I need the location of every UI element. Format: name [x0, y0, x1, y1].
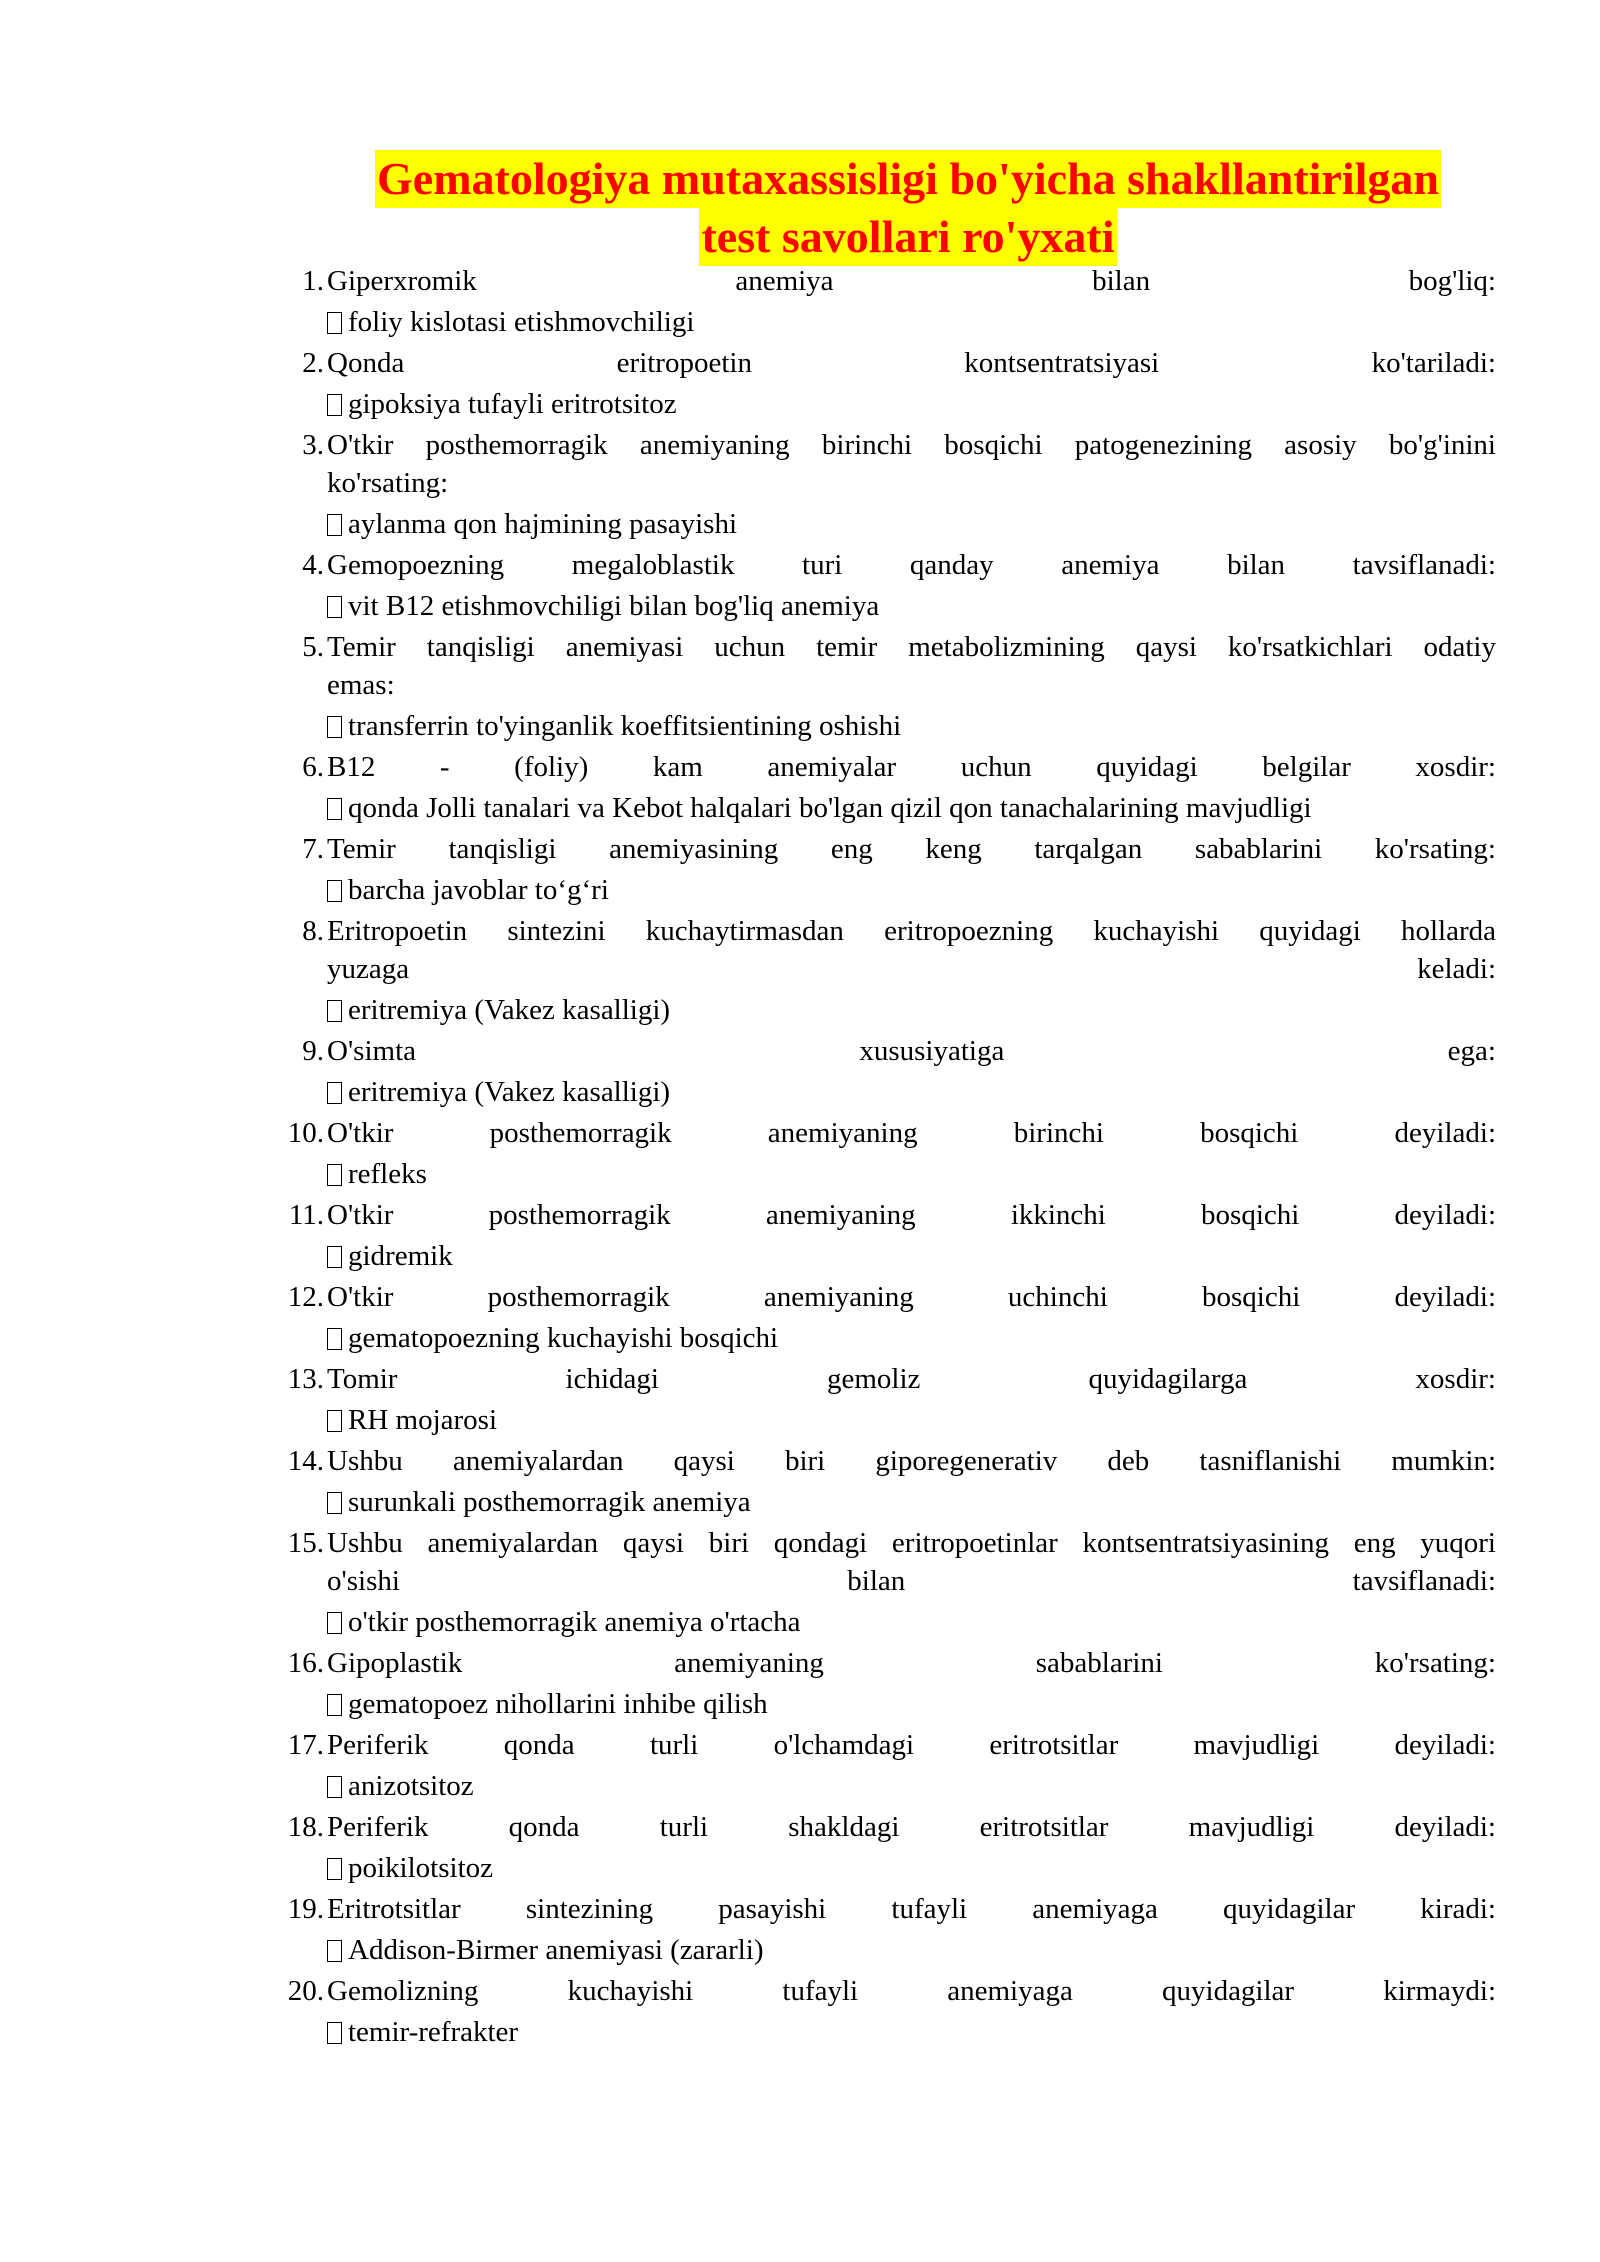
question-number: 3. — [302, 429, 324, 461]
question-text: O'tkir posthemorragik anemiyaning birinchi bosqichi deyiladi: — [327, 1117, 1496, 1149]
answer-row — [327, 1600, 1496, 1644]
question-number: 19. — [287, 1893, 324, 1925]
checkbox-icon — [327, 1082, 342, 1104]
question-text: Gemolizning kuchayishi tufayli anemiyaga quyidagilar kirmaydi: — [327, 1975, 1496, 2007]
question-text: Temir tanqisligi anemiyasining eng keng tarqalgan sabablarini ko'rsating: — [327, 833, 1496, 865]
question-text-continued: emas: — [327, 669, 395, 701]
question-text-continued: ko'rsating: — [327, 467, 449, 499]
question-text: Ushbu anemiyalardan qaysi biri qondagi eritropoetinlar kontsentratsiyasining eng yuqori — [327, 1527, 1496, 1559]
answer-text: gematopoezning kuchayishi bosqichi — [348, 1322, 779, 1354]
checkbox-icon — [327, 394, 342, 416]
question-item — [272, 1360, 1496, 1442]
question-number: 11. — [288, 1199, 324, 1231]
question-item — [272, 1644, 1496, 1726]
answer-text: gidremik — [348, 1240, 453, 1272]
answer-text: aylanma qon hajmining pasayishi — [348, 508, 738, 540]
question-text: Periferik qonda turli o'lchamdagi eritrotsitlar mavjudligi deyiladi: — [327, 1729, 1496, 1761]
question-text: Eritrotsitlar sintezining pasayishi tufayli anemiyaga quyidagilar kiradi: — [327, 1893, 1496, 1925]
question-number: 15. — [287, 1527, 324, 1559]
checkbox-icon — [327, 514, 342, 536]
question-text: Temir tanqisligi anemiyasi uchun temir metabolizmining qaysi ko'rsatkichlari odatiy — [327, 631, 1496, 663]
title-line-1: Gematologiya mutaxassisligi bo'yicha shakllantirilgan — [375, 150, 1441, 208]
question-text: O'simta xususiyatiga ega: — [327, 1035, 1496, 1067]
answer-text: surunkali posthemorragik anemiya — [348, 1486, 751, 1518]
question-item — [272, 426, 1496, 546]
checkbox-icon — [327, 880, 342, 902]
answer-text: gematopoez nihollarini inhibe qilish — [348, 1688, 768, 1720]
answer-text: foliy kislotasi etishmovchiligi — [348, 306, 695, 338]
question-item — [272, 1278, 1496, 1360]
question-number: 12. — [287, 1281, 324, 1313]
question-text: B12 - (foliy) kam anemiyalar uchun quyidagi belgilar xosdir: — [327, 751, 1496, 783]
question-item — [272, 1196, 1496, 1278]
question-text-continued: yuzaga keladi: — [327, 953, 1496, 985]
checkbox-icon — [327, 2022, 342, 2044]
checkbox-icon — [327, 596, 342, 618]
answer-row — [327, 988, 1496, 1032]
answer-text: gipoksiya tufayli eritrotsitoz — [348, 388, 677, 420]
question-item — [272, 546, 1496, 628]
question-item — [272, 1972, 1496, 2054]
question-text: Gemopoezning megaloblastik turi qanday anemiya bilan tavsiflanadi: — [327, 549, 1496, 581]
answer-text: RH mojarosi — [348, 1404, 498, 1436]
question-item — [272, 1726, 1496, 1808]
checkbox-icon — [327, 1940, 342, 1962]
answer-text: Addison-Birmer anemiyasi (zararli) — [348, 1934, 764, 1966]
question-text: Eritropoetin sintezini kuchaytirmasdan eritropoezning kuchayishi quyidagi hollarda — [327, 915, 1496, 947]
question-number: 1. — [302, 265, 324, 297]
answer-text: transferrin to'yinganlik koeffitsientining oshishi — [348, 710, 902, 742]
question-number: 18. — [287, 1811, 324, 1843]
checkbox-icon — [327, 1000, 342, 1022]
checkbox-icon — [327, 1858, 342, 1880]
answer-row — [327, 1928, 1496, 1972]
answer-row — [327, 502, 1496, 546]
checkbox-icon — [327, 1492, 342, 1514]
answer-row — [327, 1480, 1496, 1524]
question-item — [272, 262, 1496, 344]
question-item — [272, 830, 1496, 912]
answer-text: refleks — [348, 1158, 427, 1190]
answer-text: o'tkir posthemorragik anemiya o'rtacha — [348, 1606, 801, 1638]
answer-text: anizotsitoz — [348, 1770, 474, 1802]
question-text: Qonda eritropoetin kontsentratsiyasi ko'tariladi: — [327, 347, 1496, 379]
question-number: 17. — [287, 1729, 324, 1761]
question-text: O'tkir posthemorragik anemiyaning ikkinchi bosqichi deyiladi: — [327, 1199, 1496, 1231]
answer-row — [327, 786, 1496, 830]
question-item — [272, 912, 1496, 1032]
question-list — [272, 262, 1496, 2054]
question-item — [272, 344, 1496, 426]
question-item — [272, 1032, 1496, 1114]
question-number: 16. — [287, 1647, 324, 1679]
checkbox-icon — [327, 1410, 342, 1432]
answer-row — [327, 1682, 1496, 1726]
answer-row — [327, 1070, 1496, 1114]
answer-row — [327, 2010, 1496, 2054]
question-text: Gipoplastik anemiyaning sabablarini ko'rsating: — [327, 1647, 1496, 1679]
answer-row — [327, 1316, 1496, 1360]
checkbox-icon — [327, 1246, 342, 1268]
question-text: Periferik qonda turli shakldagi eritrotsitlar mavjudligi deyiladi: — [327, 1811, 1496, 1843]
answer-text: eritremiya (Vakez kasalligi) — [348, 994, 671, 1026]
question-text: Tomir ichidagi gemoliz quyidagilarga xosdir: — [327, 1363, 1496, 1395]
question-number: 7. — [302, 833, 324, 865]
question-item — [272, 1890, 1496, 1972]
title-line-2: test savollari ro'yxati — [699, 208, 1116, 266]
question-item — [272, 748, 1496, 830]
checkbox-icon — [327, 1612, 342, 1634]
checkbox-icon — [327, 716, 342, 738]
question-text: O'tkir posthemorragik anemiyaning birinchi bosqichi patogenezining asosiy bo'g'inini — [327, 429, 1496, 461]
answer-row — [327, 704, 1496, 748]
question-number: 9. — [302, 1035, 324, 1067]
question-number: 8. — [302, 915, 324, 947]
answer-text: temir-refrakter — [348, 2016, 519, 2048]
answer-text: vit B12 etishmovchiligi bilan bog'liq anemiya — [348, 590, 880, 622]
question-text-continued: o'sishi bilan tavsiflanadi: — [327, 1565, 1496, 1597]
question-number: 13. — [287, 1363, 324, 1395]
answer-text: poikilotsitoz — [348, 1852, 493, 1884]
checkbox-icon — [327, 312, 342, 334]
answer-row — [327, 1764, 1496, 1808]
question-text: O'tkir posthemorragik anemiyaning uchinchi bosqichi deyiladi: — [327, 1281, 1496, 1313]
question-item — [272, 1114, 1496, 1196]
question-item — [272, 1808, 1496, 1890]
question-item — [272, 628, 1496, 748]
question-number: 14. — [287, 1445, 324, 1477]
answer-text: qonda Jolli tanalari va Kebot halqalari bo'lgan qizil qon tanachalarining mavjudligi — [348, 792, 1312, 824]
answer-row — [327, 300, 1496, 344]
page-title — [346, 150, 1470, 266]
answer-row — [327, 1234, 1496, 1278]
answer-row — [327, 1398, 1496, 1442]
checkbox-icon — [327, 1694, 342, 1716]
checkbox-icon — [327, 1328, 342, 1350]
answer-row — [327, 1846, 1496, 1890]
checkbox-icon — [327, 798, 342, 820]
question-number: 5. — [302, 631, 324, 663]
answer-row — [327, 584, 1496, 628]
question-item — [272, 1524, 1496, 1644]
answer-row — [327, 1152, 1496, 1196]
question-number: 6. — [302, 751, 324, 783]
question-number: 2. — [302, 347, 324, 379]
question-number: 4. — [302, 549, 324, 581]
question-text: Giperxromik anemiya bilan bog'liq: — [327, 265, 1496, 297]
question-number: 10. — [287, 1117, 324, 1149]
checkbox-icon — [327, 1164, 342, 1186]
question-text: Ushbu anemiyalardan qaysi biri giporegenerativ deb tasniflanishi mumkin: — [327, 1445, 1496, 1477]
checkbox-icon — [327, 1776, 342, 1798]
answer-row — [327, 868, 1496, 912]
answer-row — [327, 382, 1496, 426]
question-item — [272, 1442, 1496, 1524]
answer-text: eritremiya (Vakez kasalligi) — [348, 1076, 671, 1108]
answer-text: barcha javoblar to‘g‘ri — [348, 874, 609, 906]
question-number: 20. — [287, 1975, 324, 2007]
